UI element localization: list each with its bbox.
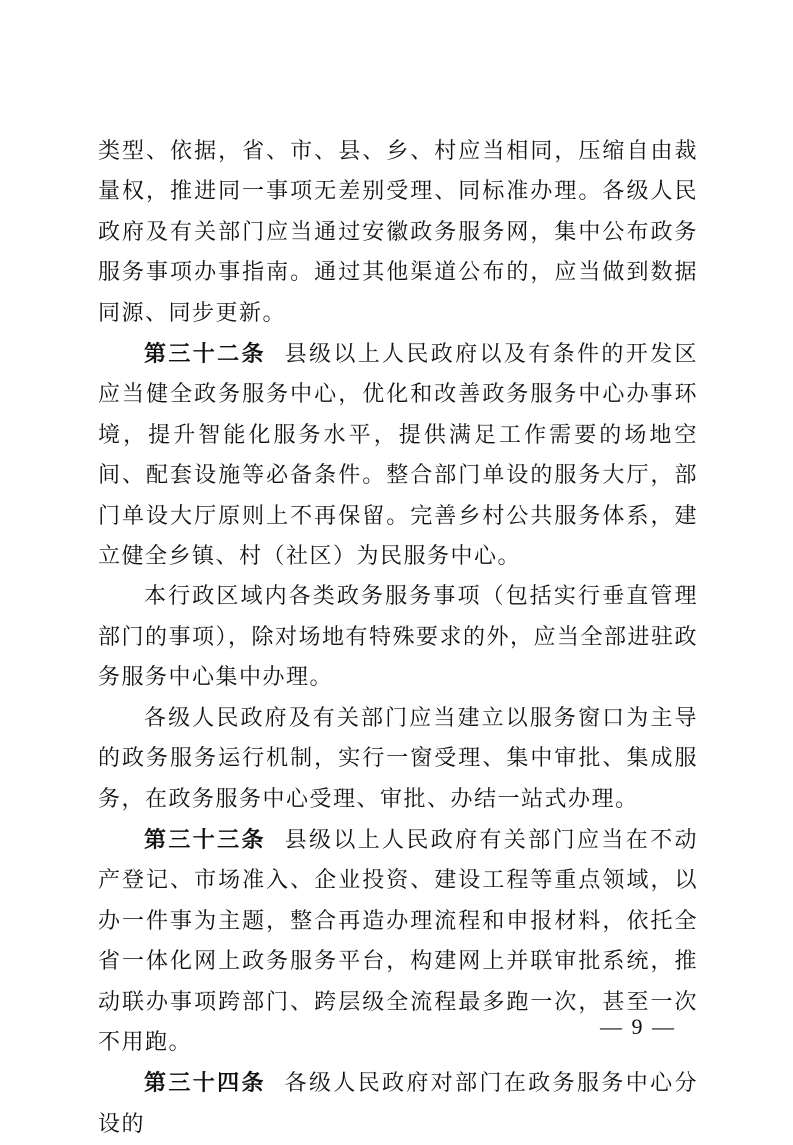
- paragraph-text: 本行政区域内各类政务服务事项（包括实行垂直管理部门的事项），除对场地有特殊要求的外，应当全部进驻政务服务中心集中办理。: [98, 584, 699, 691]
- paragraph-text: 各级人民政府及有关部门应当建立以服务窗口为主导的政务服务运行机制，实行一窗受理、集中审批、集成服务，在政务服务中心受理、审批、办结一站式办理。: [98, 705, 698, 812]
- paragraph-text: 各级人民政府对部门在政务服务中心分设的: [98, 1071, 698, 1137]
- article-heading: 第三十二条: [144, 341, 266, 368]
- article-34: [98, 1063, 698, 1145]
- article-32: [98, 334, 698, 577]
- paragraph-text: 类型、依据，省、市、县、乡、村应当相同，压缩自由裁量权，推进同一事项无差别受理、同标准办理。各级人民政府及有关部门应当通过安徽政务服务网，集中公布政务服务事项办事指南。通过其他渠道公布的，应当做到数据同源、同步更新。: [98, 139, 698, 326]
- paragraph-1: [98, 132, 698, 334]
- article-heading: 第三十三条: [144, 826, 266, 853]
- article-heading: 第三十四条: [144, 1070, 266, 1097]
- paragraph-text: 县级以上人民政府有关部门应当在不动产登记、市场准入、企业投资、建设工程等重点领域，以办一件事为主题，整合再造办理流程和申报材料，依托全省一体化网上政务服务平台，构建网上并联审批系统，推动联办事项跨部门、跨层级全流程最多跑一次，甚至一次不用跑。: [98, 827, 698, 1055]
- document-body: [98, 132, 698, 1145]
- page-number: — 9 —: [600, 1014, 676, 1039]
- paragraph-3: [98, 577, 698, 698]
- paragraph-4: [98, 699, 698, 820]
- paragraph-text: 县级以上人民政府以及有条件的开发区应当健全政务服务中心，优化和改善政务服务中心办事环境，提升智能化服务水平，提供满足工作需要的场地空间、配套设施等必备条件。整合部门单设的服务大厅，部门单设大厅原则上不再保留。完善乡村公共服务体系，建立健全乡镇、村（社区）为民服务中心。: [98, 342, 698, 570]
